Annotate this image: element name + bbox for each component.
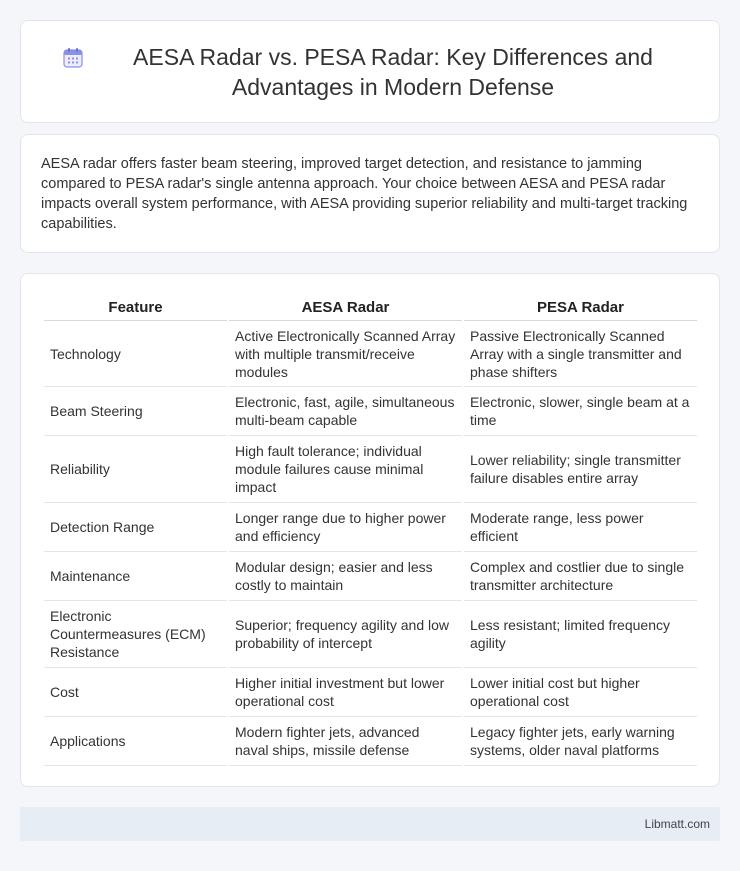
intro-paragraph: AESA radar offers faster beam steering, improved target detection, and resistance to jamming compared to PESA radar's single antenna approach. Your choice between AESA and PESA radar impacts overall system performance, with AESA providing superior reliability and multi-target tracking capabilities. [41, 156, 688, 232]
table-row [44, 601, 697, 668]
table-row [44, 436, 697, 503]
title-card [20, 20, 720, 123]
aesa-cell: Modern fighter jets, advanced naval ships, missile defense [229, 717, 462, 766]
header-aesa: AESA Radar [229, 294, 462, 321]
table-row [44, 668, 697, 717]
header-pesa: PESA Radar [464, 294, 697, 321]
table-row [44, 552, 697, 601]
table-row [44, 387, 697, 436]
header-feature: Feature [44, 294, 227, 321]
footer-bar [20, 807, 720, 841]
feature-cell: Applications [44, 717, 227, 766]
pesa-cell: Passive Electronically Scanned Array with a single transmitter and phase shifters [464, 321, 697, 387]
aesa-cell: Longer range due to higher power and efficiency [229, 503, 462, 552]
pesa-cell: Legacy fighter jets, early warning systems, older naval platforms [464, 717, 697, 766]
aesa-cell: Active Electronically Scanned Array with multiple transmit/receive modules [229, 321, 462, 387]
aesa-cell: Superior; frequency agility and low probability of intercept [229, 601, 462, 668]
pesa-cell: Moderate range, less power efficient [464, 503, 697, 552]
feature-cell: Technology [44, 321, 227, 387]
table-row [44, 503, 697, 552]
aesa-cell: Higher initial investment but lower operational cost [229, 668, 462, 717]
pesa-cell: Less resistant; limited frequency agility [464, 601, 697, 668]
feature-cell: Detection Range [44, 503, 227, 552]
comparison-card [20, 273, 720, 787]
aesa-cell: Modular design; easier and less costly to maintain [229, 552, 462, 601]
footer-site-link[interactable]: Libmatt.com [644, 817, 710, 831]
comparison-table [42, 294, 699, 766]
feature-cell: Cost [44, 668, 227, 717]
pesa-cell: Complex and costlier due to single transmitter architecture [464, 552, 697, 601]
feature-cell: Reliability [44, 436, 227, 503]
feature-cell: Maintenance [44, 552, 227, 601]
table-row [44, 717, 697, 766]
aesa-cell: Electronic, fast, agile, simultaneous multi-beam capable [229, 387, 462, 436]
aesa-cell: High fault tolerance; individual module failures cause minimal impact [229, 436, 462, 503]
pesa-cell: Electronic, slower, single beam at a time [464, 387, 697, 436]
pesa-cell: Lower reliability; single transmitter failure disables entire array [464, 436, 697, 503]
intro-card [20, 134, 720, 253]
calendar-icon [61, 46, 85, 70]
pesa-cell: Lower initial cost but higher operational cost [464, 668, 697, 717]
table-row [44, 321, 697, 387]
feature-cell: Electronic Countermeasures (ECM) Resistance [44, 601, 227, 668]
feature-cell: Beam Steering [44, 387, 227, 436]
title-wrap [21, 21, 719, 122]
table-header-row [44, 294, 697, 321]
page-title: AESA Radar vs. PESA Radar: Key Differences and Advantages in Modern Defense [133, 43, 653, 100]
